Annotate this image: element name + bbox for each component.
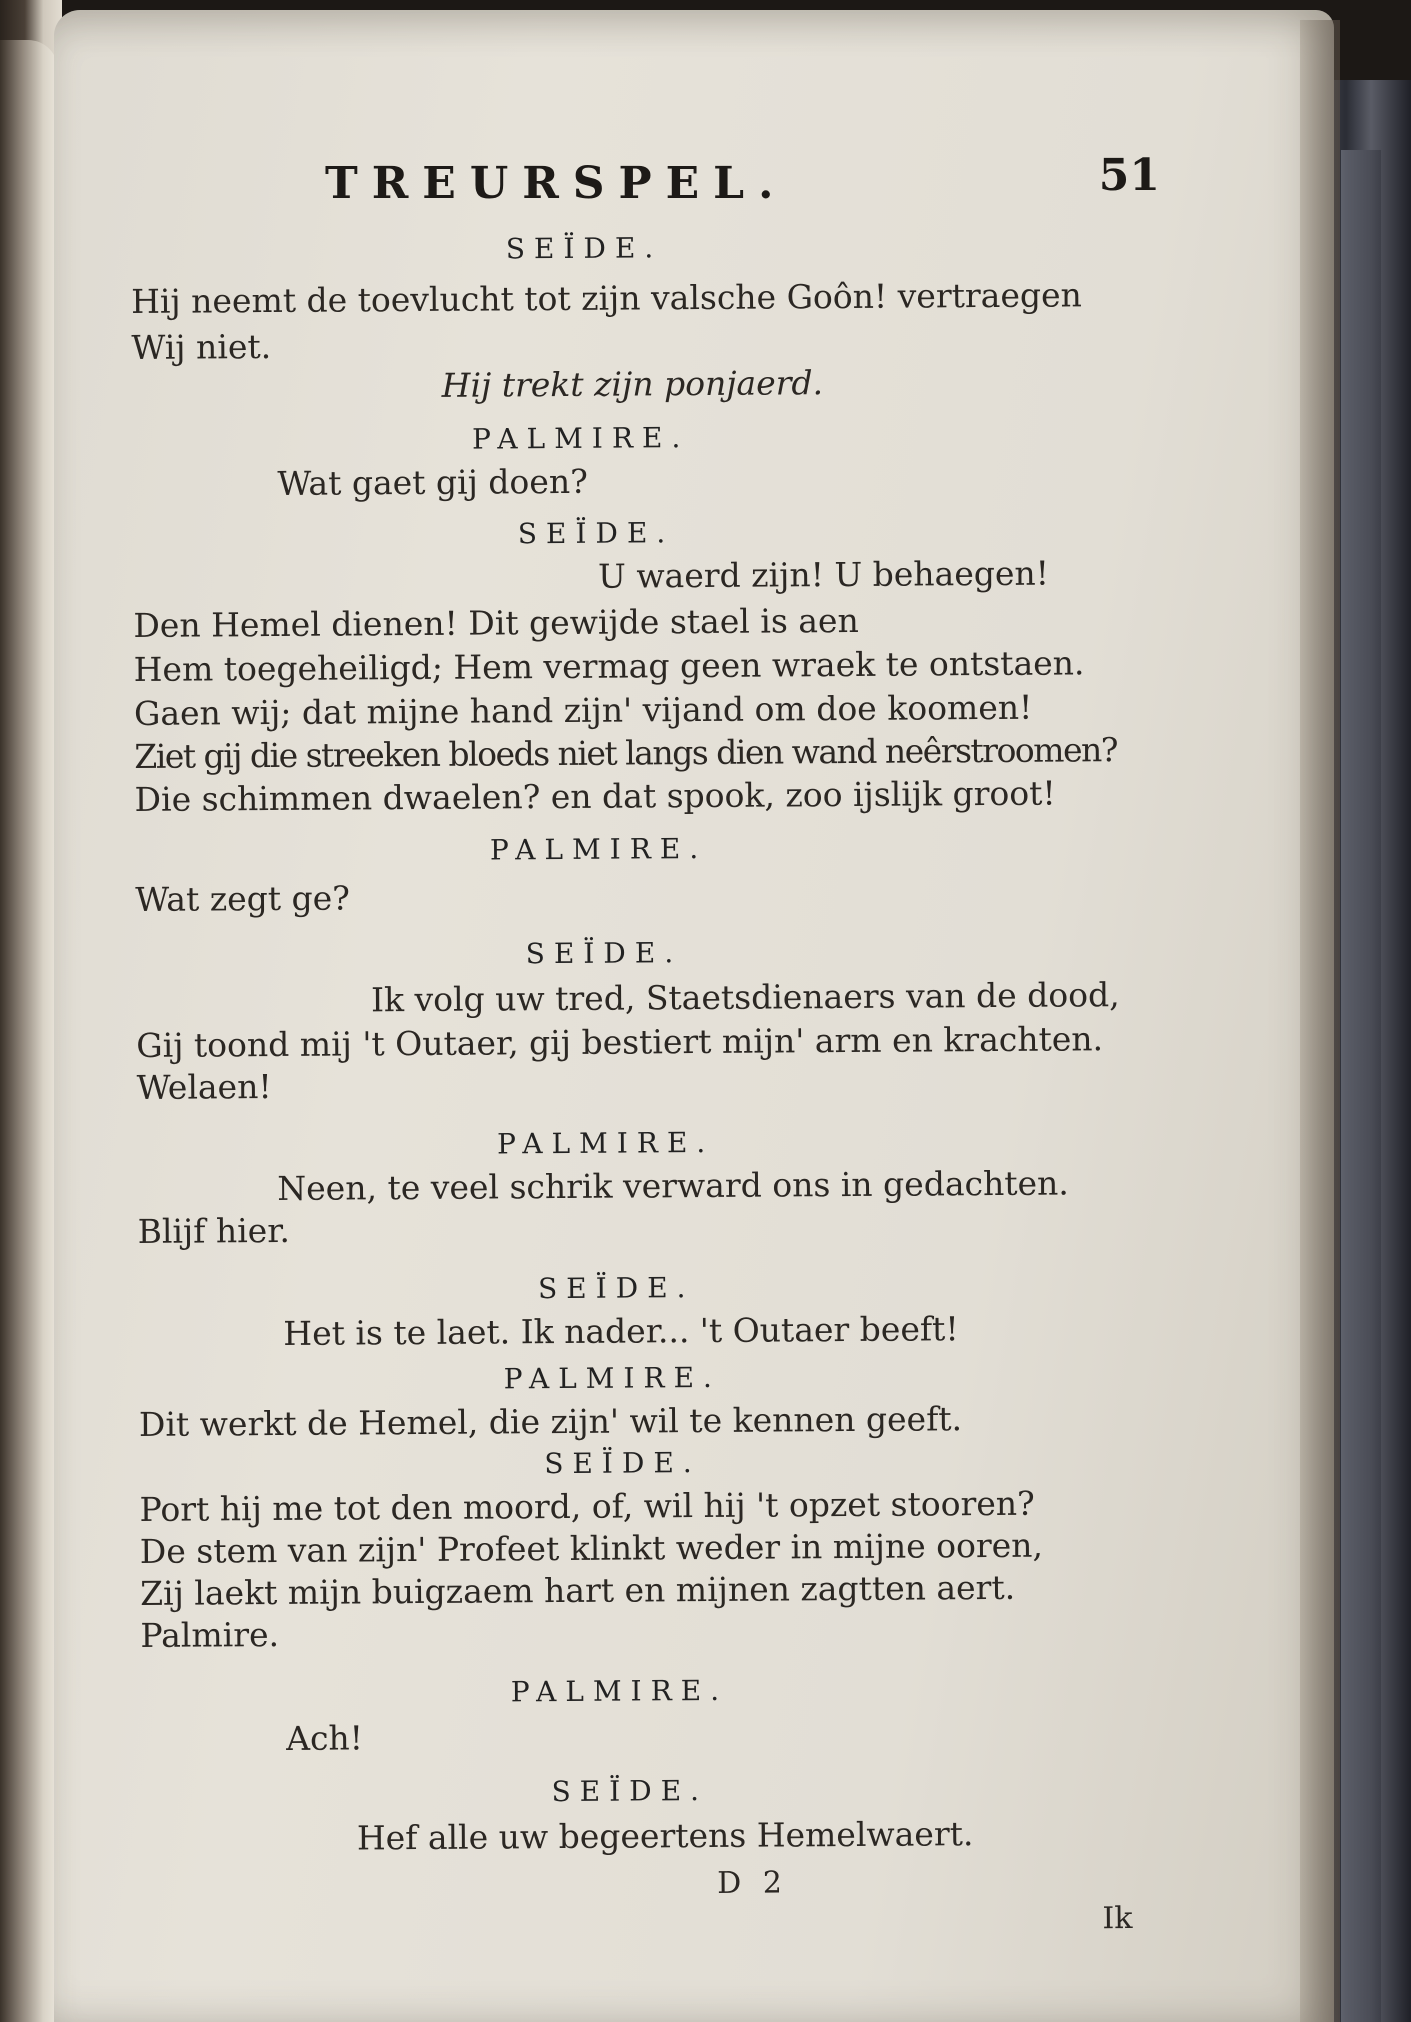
verse-line: Neen, te veel schrik verward ons in gedachten. [277,1163,1069,1208]
verse-line: Welaen! [136,1067,272,1107]
verse-line: Wat gaet gij doen? [277,461,588,503]
speaker-name: SEÏDE. [537,1271,695,1306]
speaker-name: PALMIRE. [496,1125,715,1161]
speaker-name: PALMIRE. [471,421,690,456]
verse-line: Hef alle uw begeertens Hemelwaert. [356,1814,974,1858]
verse-line: Palmire. [140,1614,280,1655]
verse-line: Dit werkt de Hemel, die zijn' wil te kennen geeft. [138,1399,963,1444]
running-header [200,150,1160,210]
verse-line: Den Hemel dienen! Dit gewijde stael is aen [133,600,859,645]
verse-line: Ik volg uw tred, Staetsdienaers van de dood, [370,975,1120,1020]
signature-mark: D 2 [717,1865,788,1901]
verse-line: Wij niet. [131,327,272,367]
verse-line: Hem toegeheiligd; Hem vermag geen wraek te ontstaen. [133,643,1085,689]
verse-line: Gij toond mij 't Outaer, gij bestiert mijn' arm en krachten. [136,1019,1104,1065]
verse-line: De stem van zijn' Profeet klinkt weder in mijne ooren, [139,1525,1044,1571]
verse-line: Hij neemt de toevlucht tot zijn valsche Goôn! vertraegen [130,275,1082,321]
verse-line: Gaen wij; dat mijne hand zijn' vijand om doe koomen! [133,687,1033,733]
speaker-name: PALMIRE. [503,1360,722,1396]
speaker-name: SEÏDE. [544,1446,701,1481]
speaker-name: SEÏDE. [525,936,683,971]
page-fold-shadow [1300,20,1340,2022]
speaker-name: SEÏDE. [505,231,663,266]
verse-line: Ach! [286,1718,364,1758]
verse-line: Die schimmen dwaelen? en dat spook, zoo ijslijk groot! [134,773,1056,819]
page-number: 51 [1098,150,1160,201]
verse-line: Het is te laet. Ik nader... 't Outaer beeft! [283,1309,959,1353]
verse-line: Port hij me tot den moord, of, wil hij 't opzet stooren? [139,1483,1035,1529]
speaker-name: SEÏDE. [517,516,675,551]
stage-direction: Hij trekt zijn ponjaerd. [441,363,824,405]
verse-line: Zij laekt mijn buigzaem hart en mijnen zagtten aert. [140,1567,1016,1613]
catchword: Ik [1102,1901,1133,1937]
speaker-name: PALMIRE. [489,831,708,867]
book-edge-shadow [1341,150,1381,2022]
speaker-name: SEÏDE. [551,1774,709,1809]
verse-line: Blijf hier. [137,1210,291,1251]
verse-line: U waerd zijn! U behaegen! [597,553,1050,596]
facing-page-edge [0,40,58,2022]
speaker-name: PALMIRE. [510,1673,729,1709]
running-title: TREURSPEL. [325,158,788,209]
verse-line: Ziet gij die streeken bloeds niet langs dien wand neêrstroomen? [134,730,1118,776]
verse-line: Wat zegt ge? [135,878,351,919]
